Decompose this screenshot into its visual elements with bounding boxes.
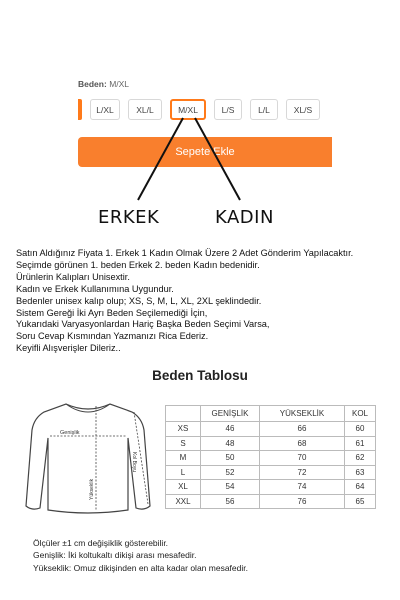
size-option-m-xl[interactable]: M/XL: [170, 99, 206, 120]
table-cell: 52: [201, 465, 260, 480]
diagram-label-height: Yükseklik: [89, 478, 95, 500]
table-cell: 72: [260, 465, 345, 480]
sweatshirt-collar: [66, 404, 110, 412]
note-line: Satın Aldığınız Fiyata 1. Erkek 1 Kadın Olmak Üzere 2 Adet Gönderim Yapılacaktır.: [16, 248, 354, 258]
table-cell: 46: [201, 422, 260, 437]
size-option-xl-s[interactable]: XL/S: [286, 99, 320, 120]
table-cell: XS: [166, 422, 201, 437]
table-cell: 74: [260, 480, 345, 495]
note-line: Ürünlerin Kalıpları Unisextir.: [16, 271, 130, 282]
table-cell: S: [166, 436, 201, 451]
table-cell: 62: [345, 451, 376, 466]
table-cell: 48: [201, 436, 260, 451]
annotation-kadin: KADIN: [215, 207, 274, 228]
table-cell: 66: [260, 422, 345, 437]
table-cell: 54: [201, 480, 260, 495]
table-row: [166, 451, 376, 466]
table-row: [166, 480, 376, 495]
note-line: Seçimde görünen 1. beden Erkek 2. beden Kadın bedenidir.: [16, 259, 260, 270]
table-cell: XL: [166, 480, 201, 495]
table-row: [166, 494, 376, 509]
table-cell: 60: [345, 422, 376, 437]
size-chart-title: Beden Tablosu: [152, 368, 248, 383]
note-line: Bedenler unisex kalıp olup; XS, S, M, L, XL, 2XL şeklindedir.: [16, 295, 262, 306]
footer-line: Genişlik: İki koltukaltı dikişi arası mesafedir.: [33, 550, 197, 561]
footer-line: Yükseklik: Omuz dikişinden en alta kadar olan mesafedir.: [33, 562, 248, 573]
table-row: [166, 436, 376, 451]
note-line: Yukarıdaki Varyasyonlardan Hariç Başka Beden Seçimi Varsa,: [16, 319, 270, 330]
size-option-l-s[interactable]: L/S: [214, 99, 242, 120]
table-header-width: GENİŞLİK: [201, 406, 260, 422]
arrow-to-erkek: [138, 118, 183, 200]
table-cell: 65: [345, 494, 376, 509]
table-cell: XXL: [166, 494, 201, 509]
diagram-label-sleeve: Kol Boyu: [131, 452, 137, 473]
arrow-to-kadin: [195, 118, 240, 200]
size-table: [165, 405, 376, 509]
annotation-erkek: ERKEK: [98, 207, 160, 228]
table-row: [166, 422, 376, 437]
info-notes: [16, 248, 353, 355]
note-line: Keyifli Alışverişler Dileriz..: [16, 343, 121, 354]
note-line: Kadın ve Erkek Kullanımına Uygundur.: [16, 283, 174, 294]
note-line: Soru Cevap Kısmından Yazmanızı Rica Ederiz.: [16, 331, 209, 342]
table-header-height: YÜKSEKLİK: [260, 406, 345, 422]
table-cell: 61: [345, 436, 376, 451]
size-option-l-xl[interactable]: L/XL: [90, 99, 120, 120]
measurement-notes: [33, 537, 248, 574]
table-row: [166, 465, 376, 480]
note-line: Sistem Gereği İki Ayrı Beden Seçilemediği İçin,: [16, 307, 208, 318]
size-option-xl-l[interactable]: XL/L: [128, 99, 162, 120]
diagram-label-width: Genişlik: [60, 430, 80, 436]
table-cell: 70: [260, 451, 345, 466]
table-header-sleeve: KOL: [345, 406, 376, 422]
table-cell: 56: [201, 494, 260, 509]
selected-size-value: M/XL: [109, 79, 130, 89]
table-header-size: [166, 406, 201, 422]
add-to-cart-button[interactable]: Sepete Ekle: [78, 137, 332, 167]
table-cell: 50: [201, 451, 260, 466]
table-cell: 64: [345, 480, 376, 495]
footer-line: Ölçüler ±1 cm değişiklik gösterebilir.: [33, 538, 169, 548]
size-label-prefix: Beden:: [78, 79, 107, 89]
table-header-row: [166, 406, 376, 422]
table-cell: 68: [260, 436, 345, 451]
table-cell: 63: [345, 465, 376, 480]
table-cell: L: [166, 465, 201, 480]
table-cell: M: [166, 451, 201, 466]
sweatshirt-diagram: [22, 398, 154, 526]
size-option-l-l[interactable]: L/L: [250, 99, 278, 120]
table-cell: 76: [260, 494, 345, 509]
